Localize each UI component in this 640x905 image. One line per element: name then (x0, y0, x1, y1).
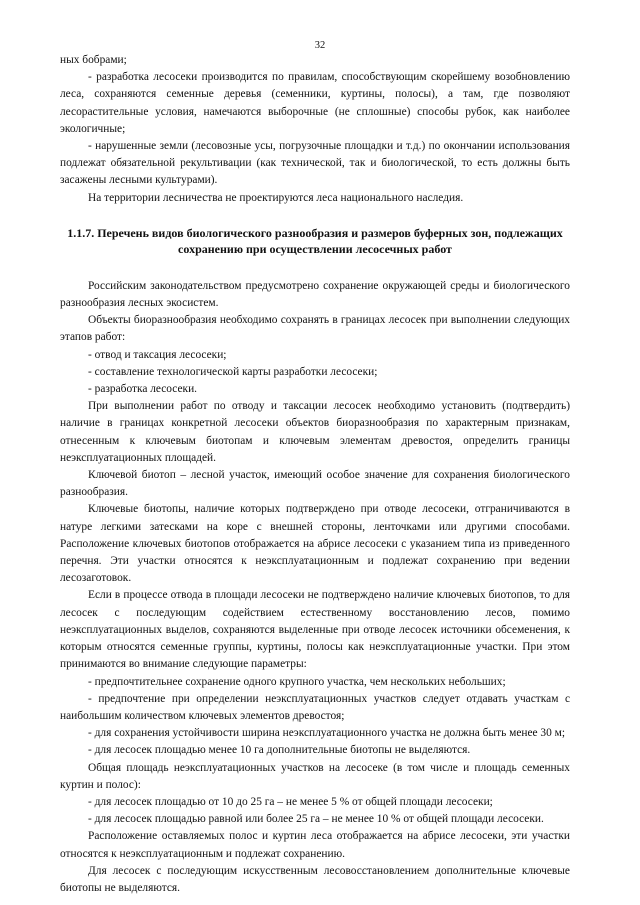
paragraphs-after-heading (60, 278, 570, 897)
paragraph: На территории лесничества не проектируются леса национального наследия. (88, 191, 464, 204)
paragraph: Ключевые биотопы, наличие которых подтверждено при отводе лесосеки, отграничиваются в натуре легкими затесками на коре с внешней стороны, ленточками или другими способами. Расположение ключевых биотопов отображается на абрисе лесосеки с указанием типа из приведенного перечня. Эти участки относятся к неэксплуатационным и подлежат сохранению при ведении лесозаготовок. (60, 503, 570, 585)
paragraph: Общая площадь неэксплуатационных участков на лесосеке (в том числе и площадь семенных куртин и полос): (60, 761, 570, 791)
paragraph: - для лесосек площадью от 10 до 25 га – не менее 5 % от общей площади лесосеки; (88, 795, 493, 808)
page-number: 32 (314, 40, 326, 51)
paragraph: - для лесосек площадью менее 10 га дополнительные биотопы не выделяются. (88, 744, 471, 757)
paragraph: - разработка лесосеки производится по правилам, способствующим скорейшему возобновлению леса, сохраняются семенные деревья (семенники, куртины, полосы), а там, где позволяют лесорастительные условия, намечаются выборочные (не сплошные) способы рубок, как наиболее экологичные; (60, 71, 570, 135)
paragraph: ных бобрами; (60, 54, 127, 66)
paragraph: При выполнении работ по отводу и таксации лесосек необходимо установить (подтвердить) наличие в границах конкретной лесосеки объектов биоразнообразия по характерным признакам, отнесенным к ключевым биотопам и ключевым элементам древостоя, определить границы неэксплуатационных площадей. (60, 400, 570, 464)
paragraph: Ключевой биотоп – лесной участок, имеющий особое значение для сохранения биологического разнообразия. (60, 469, 570, 499)
paragraph: Российским законодательством предусмотрено сохранение окружающей среды и биологического разнообразия лесных экосистем. (60, 279, 570, 310)
paragraphs-before-heading (60, 52, 570, 207)
section-heading: 1.1.7. Перечень видов биологического разнообразия и размеров буферных зон, подлежащих сохранению при осуществлении лесосечных работ (67, 225, 563, 257)
paragraph: - разработка лесосеки. (88, 383, 198, 396)
paragraph: - для лесосек площадью равной или более 25 га – не менее 10 % от общей площади лесосеки. (88, 813, 544, 826)
paragraph: - для сохранения устойчивости ширина неэксплуатационного участка не должна быть менее 30 м; (88, 727, 566, 740)
paragraph: Расположение оставляемых полос и куртин леса отображается на абрисе лесосеки, эти участки относятся к неэксплуатационным и подлежат сохранению. (60, 830, 570, 860)
paragraph: - предпочтительнее сохранение одного крупного участка, чем нескольких небольших; (88, 675, 506, 688)
paragraph: - отвод и таксация лесосеки; (88, 348, 227, 361)
paragraph: Объекты биоразнообразия необходимо сохранять в границах лесосек при выполнении следующих этапов работ: (60, 314, 570, 344)
paragraph: Если в процессе отвода в площади лесосеки не подтверждено наличие ключевых биотопов, то для лесосек с последующим содействием естественному восстановлению лесов, помимо неэксплуатационных выделов, сохраняются выделенные при отводе лесосек источники обсеменения, к которым относятся семенные группы, куртины, полосы как неэксплуатационные участки. При этом принимаются во внимание следующие параметры: (60, 589, 570, 671)
paragraph: Для лесосек с последующим искусственным лесовосстановлением дополнительные ключевые биотопы не выделяются. (60, 864, 570, 894)
paragraph: - составление технологической карты разработки лесосеки; (88, 365, 378, 378)
document-body (60, 52, 570, 897)
paragraph: - нарушенные земли (лесовозные усы, погрузочные площадки и т.д.) по окончании использования подлежат обязательной рекультивации (как технической, так и биологической, то есть должны быть засажены лесными культурами). (60, 140, 570, 187)
paragraph: - предпочтение при определении неэксплуатационных участков следует отдавать участкам с наибольшим количеством ключевых элементов древостоя; (60, 692, 570, 722)
